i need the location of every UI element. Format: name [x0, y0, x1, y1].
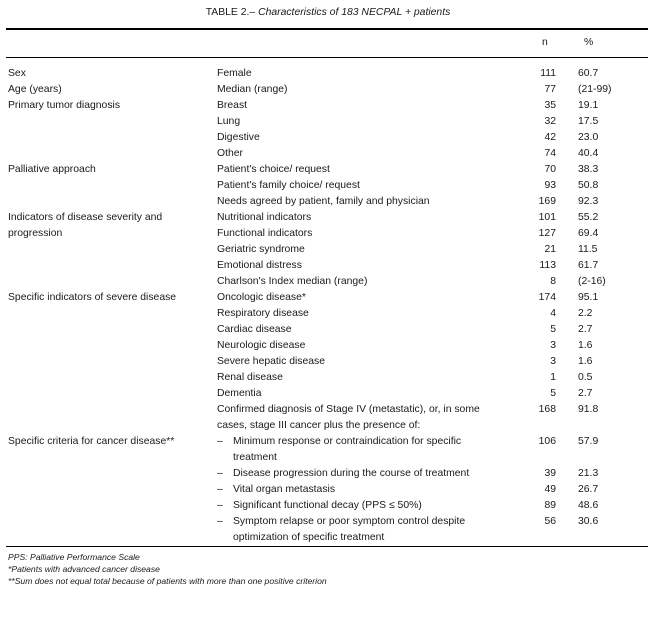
row-pct: 23.0	[578, 132, 599, 143]
table-row	[0, 66, 656, 82]
table-row	[0, 194, 656, 210]
table-row	[0, 498, 656, 514]
row-pct: 11.5	[578, 244, 598, 255]
row-item: Emotional distress	[217, 260, 302, 271]
row-n: 89	[544, 500, 556, 511]
row-n: 39	[544, 468, 556, 479]
header-rule	[6, 57, 648, 58]
row-item: Charlson's Index median (range)	[217, 276, 368, 287]
row-item-text: Vital organ metastasis	[233, 484, 336, 495]
dash-bullet: –	[217, 500, 223, 511]
row-n: 77	[544, 84, 556, 95]
table-row	[0, 130, 656, 146]
row-pct: 0.5	[578, 372, 593, 383]
row-item: Nutritional indicators	[217, 212, 312, 223]
row-n: 169	[538, 196, 556, 207]
row-n: 106	[538, 436, 556, 447]
row-category: Sex	[8, 68, 26, 79]
row-item	[217, 466, 500, 482]
row-n: 168	[538, 404, 556, 415]
table-row	[0, 514, 656, 546]
row-pct: 57.9	[578, 436, 599, 447]
row-n: 8	[550, 276, 556, 287]
row-item: Breast	[217, 100, 248, 111]
table-row	[0, 306, 656, 322]
table-row	[0, 322, 656, 338]
table-row	[0, 338, 656, 354]
row-pct: 91.8	[578, 404, 599, 415]
dash-bullet: –	[217, 484, 223, 495]
row-item: Digestive	[217, 132, 260, 143]
row-n: 174	[538, 292, 556, 303]
row-item: Dementia	[217, 388, 262, 399]
row-n: 111	[540, 68, 556, 79]
row-pct: (2-16)	[578, 276, 606, 287]
row-n: 70	[544, 164, 556, 175]
row-item: Female	[217, 68, 252, 79]
row-category: progression	[8, 228, 63, 239]
row-item-text: Disease progression during the course of treatment	[233, 468, 470, 479]
row-item-text: Significant functional decay (PPS ≤ 50%)	[233, 500, 422, 511]
row-pct: 95.1	[578, 292, 599, 303]
row-n: 49	[544, 484, 556, 495]
row-n: 93	[544, 180, 556, 191]
row-pct: 2.7	[578, 324, 593, 335]
row-pct: 69.4	[578, 228, 599, 239]
row-pct: 17.5	[578, 116, 599, 127]
table-row	[0, 274, 656, 290]
table-row	[0, 210, 656, 226]
row-n: 3	[550, 356, 556, 367]
row-item: Other	[217, 148, 243, 159]
row-category: Primary tumor diagnosis	[8, 100, 121, 111]
table-row	[0, 354, 656, 370]
row-item: Geriatric syndrome	[217, 244, 305, 255]
table-body	[0, 66, 656, 546]
table-row	[0, 114, 656, 130]
row-n: 56	[544, 516, 556, 527]
row-n: 21	[544, 244, 556, 255]
row-n: 42	[544, 132, 556, 143]
row-pct: 48.6	[578, 500, 599, 511]
dash-bullet: –	[217, 468, 223, 479]
table-label: TABLE 2.–	[205, 7, 256, 18]
row-item	[217, 514, 500, 546]
header-n: n	[542, 37, 548, 48]
row-item: Patient's family choice/ request	[217, 180, 360, 191]
footnote: **Sum does not equal total because of patients with more than one positive criterion	[8, 576, 327, 586]
row-item	[217, 434, 500, 466]
row-n: 35	[544, 100, 556, 111]
row-category: Age (years)	[8, 84, 62, 95]
row-item: Lung	[217, 116, 241, 127]
row-pct: 1.6	[578, 356, 593, 367]
row-pct: (21-99)	[578, 84, 612, 95]
row-n: 5	[550, 388, 556, 399]
row-n: 74	[544, 148, 556, 159]
footnote: PPS: Palliative Performance Scale	[8, 552, 140, 562]
row-item: Cardiac disease	[217, 324, 292, 335]
table-row	[0, 434, 656, 466]
row-category: Specific criteria for cancer disease**	[8, 436, 175, 447]
row-category: Specific indicators of severe disease	[8, 292, 177, 303]
table-caption: Characteristics of 183 NECPAL + patients	[258, 7, 451, 18]
row-pct: 61.7	[578, 260, 599, 271]
row-item: Oncologic disease*	[217, 292, 306, 303]
row-pct: 55.2	[578, 212, 599, 223]
table-row	[0, 402, 656, 434]
row-item: Functional indicators	[217, 228, 313, 239]
row-item: Needs agreed by patient, family and physician	[217, 196, 430, 207]
row-pct: 1.6	[578, 340, 593, 351]
row-n: 101	[538, 212, 556, 223]
table-title	[0, 7, 656, 18]
row-pct: 50.8	[578, 180, 599, 191]
row-n: 127	[538, 228, 556, 239]
table-row	[0, 242, 656, 258]
row-pct: 30.6	[578, 516, 599, 527]
row-pct: 92.3	[578, 196, 599, 207]
top-rule	[6, 28, 648, 30]
row-n: 1	[550, 372, 556, 383]
table-row	[0, 466, 656, 482]
row-n: 3	[550, 340, 556, 351]
row-item: Median (range)	[217, 84, 288, 95]
row-item: Renal disease	[217, 372, 283, 383]
row-category: Palliative approach	[8, 164, 96, 175]
row-item	[217, 498, 500, 514]
footnote: *Patients with advanced cancer disease	[8, 564, 160, 574]
row-n: 113	[539, 260, 556, 271]
table-row	[0, 146, 656, 162]
table-row	[0, 98, 656, 114]
row-pct: 21.3	[578, 468, 599, 479]
row-pct: 60.7	[578, 68, 599, 79]
row-pct: 2.7	[578, 388, 593, 399]
row-item: Neurologic disease	[217, 340, 306, 351]
dash-bullet: –	[217, 516, 223, 527]
row-item: Respiratory disease	[217, 308, 309, 319]
table-row	[0, 386, 656, 402]
row-pct: 40.4	[578, 148, 599, 159]
row-item	[217, 482, 500, 498]
row-pct: 26.7	[578, 484, 599, 495]
row-pct: 19.1	[578, 100, 599, 111]
row-item: Patient's choice/ request	[217, 164, 330, 175]
table-row	[0, 178, 656, 194]
row-n: 5	[550, 324, 556, 335]
table-row	[0, 162, 656, 178]
row-item: Confirmed diagnosis of Stage IV (metastatic), or, in some cases, stage III cancer plus the presence of:	[217, 404, 480, 431]
row-pct: 2.2	[578, 308, 593, 319]
row-n: 4	[550, 308, 556, 319]
dash-bullet: –	[217, 436, 223, 447]
footnotes	[8, 551, 327, 587]
row-item-text: Symptom relapse or poor symptom control despite optimization of specific treatment	[233, 516, 466, 543]
table-row	[0, 290, 656, 306]
row-category: Indicators of disease severity and	[8, 212, 163, 223]
header-pct: %	[584, 37, 594, 48]
table-row	[0, 258, 656, 274]
table-row	[0, 82, 656, 98]
row-pct: 38.3	[578, 164, 599, 175]
table-row	[0, 482, 656, 498]
row-item-text: Minimum response or contraindication for specific treatment	[233, 436, 462, 463]
table-row	[0, 226, 656, 242]
row-n: 32	[544, 116, 556, 127]
bottom-rule	[6, 546, 648, 547]
row-item: Severe hepatic disease	[217, 356, 326, 367]
table-row	[0, 370, 656, 386]
